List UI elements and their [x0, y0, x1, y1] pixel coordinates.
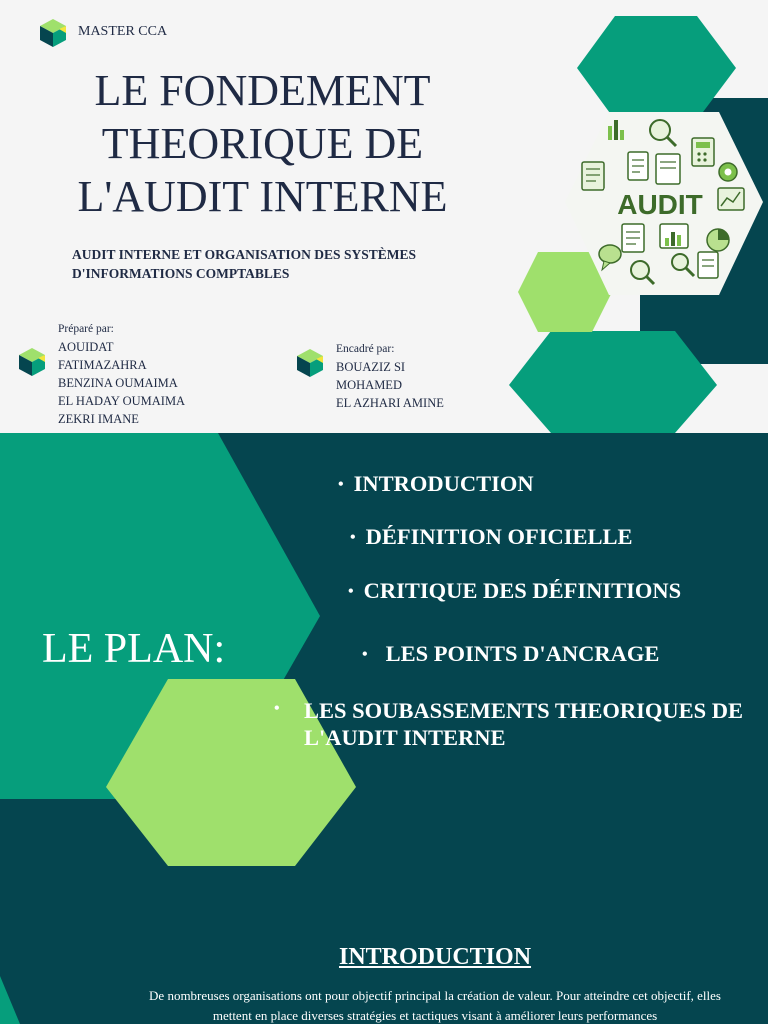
speech-bubble-icon	[599, 245, 621, 270]
plan-slide	[0, 433, 768, 866]
cube-logo-icon	[294, 347, 326, 379]
document-icon	[698, 252, 718, 278]
audit-word: AUDIT	[617, 189, 703, 220]
bullet-icon: •	[362, 646, 368, 663]
calculator-icon	[692, 138, 714, 166]
magnifier-icon	[672, 254, 694, 276]
introduction-paragraph: De nombreuses organisations ont pour objectif principal la création de valeur. Pour atteindre cet objectif, elles mettent en place diverses stratégies et tactiques visant à améliorer leurs performances	[149, 988, 721, 1023]
chart-icon	[660, 224, 688, 248]
author-name: AOUIDAT	[58, 340, 114, 354]
program-label: MASTER CCA	[78, 24, 168, 39]
clipboard-icon	[622, 224, 644, 252]
prepared-by-block	[58, 320, 185, 428]
magnifier-icon	[631, 261, 654, 284]
title-slide	[0, 0, 768, 433]
plan-heading: LE PLAN:	[42, 626, 226, 672]
gear-icon	[719, 163, 737, 181]
chart-icon	[718, 188, 744, 210]
slide-subtitle: AUDIT INTERNE ET ORGANISATION DES SYSTÈMES D'INFORMATIONS COMPTABLES	[72, 247, 416, 281]
introduction-slide	[0, 866, 768, 1024]
slide-title: LE FONDEMENT THEORIQUE DE L'AUDIT INTERNE	[77, 66, 448, 221]
clipboard-icon	[628, 152, 648, 180]
cube-logo-icon	[37, 17, 69, 49]
document-icon	[656, 154, 680, 184]
plan-item: • CRITIQUE DES DÉFINITIONS	[348, 578, 682, 603]
bullet-icon: •	[348, 583, 354, 600]
teal-hexagon-edge	[0, 976, 20, 1024]
bullet-icon: •	[350, 529, 356, 546]
plan-item: • LES POINTS D'ANCRAGE	[362, 641, 660, 666]
supervised-by-label: Encadré par:	[336, 343, 395, 355]
author-name: EL HADAY OUMAIMA	[58, 394, 186, 408]
supervisor-name: BOUAZIZ SI	[336, 360, 406, 374]
author-name: ZEKRI IMANE	[58, 412, 139, 426]
cube-logo-icon	[16, 346, 48, 378]
supervised-by-block	[336, 340, 444, 412]
chart-icon	[707, 229, 729, 251]
chart-icon	[608, 120, 624, 140]
introduction-heading: INTRODUCTION	[339, 944, 532, 970]
teal-hexagon-bottom	[509, 331, 717, 433]
supervisor-name: EL AZHARI AMINE	[336, 396, 444, 410]
magnifier-icon	[650, 120, 676, 146]
supervisor-name: MOHAMED	[336, 378, 402, 392]
author-name: FATIMAZAHRA	[58, 358, 147, 372]
audit-illustration	[568, 112, 760, 294]
bullet-icon: •	[338, 476, 344, 493]
plan-item: • LES SOUBASSEMENTS THEORIQUES DE L'AUDIT INTERNE	[274, 697, 764, 751]
plan-item: • DÉFINITION OFICIELLE	[350, 524, 633, 549]
plan-item: • INTRODUCTION	[338, 471, 534, 496]
bullet-icon: •	[274, 700, 280, 717]
prepared-by-label: Préparé par:	[58, 323, 114, 335]
author-name: BENZINA OUMAIMA	[58, 376, 178, 390]
document-icon	[582, 162, 604, 190]
